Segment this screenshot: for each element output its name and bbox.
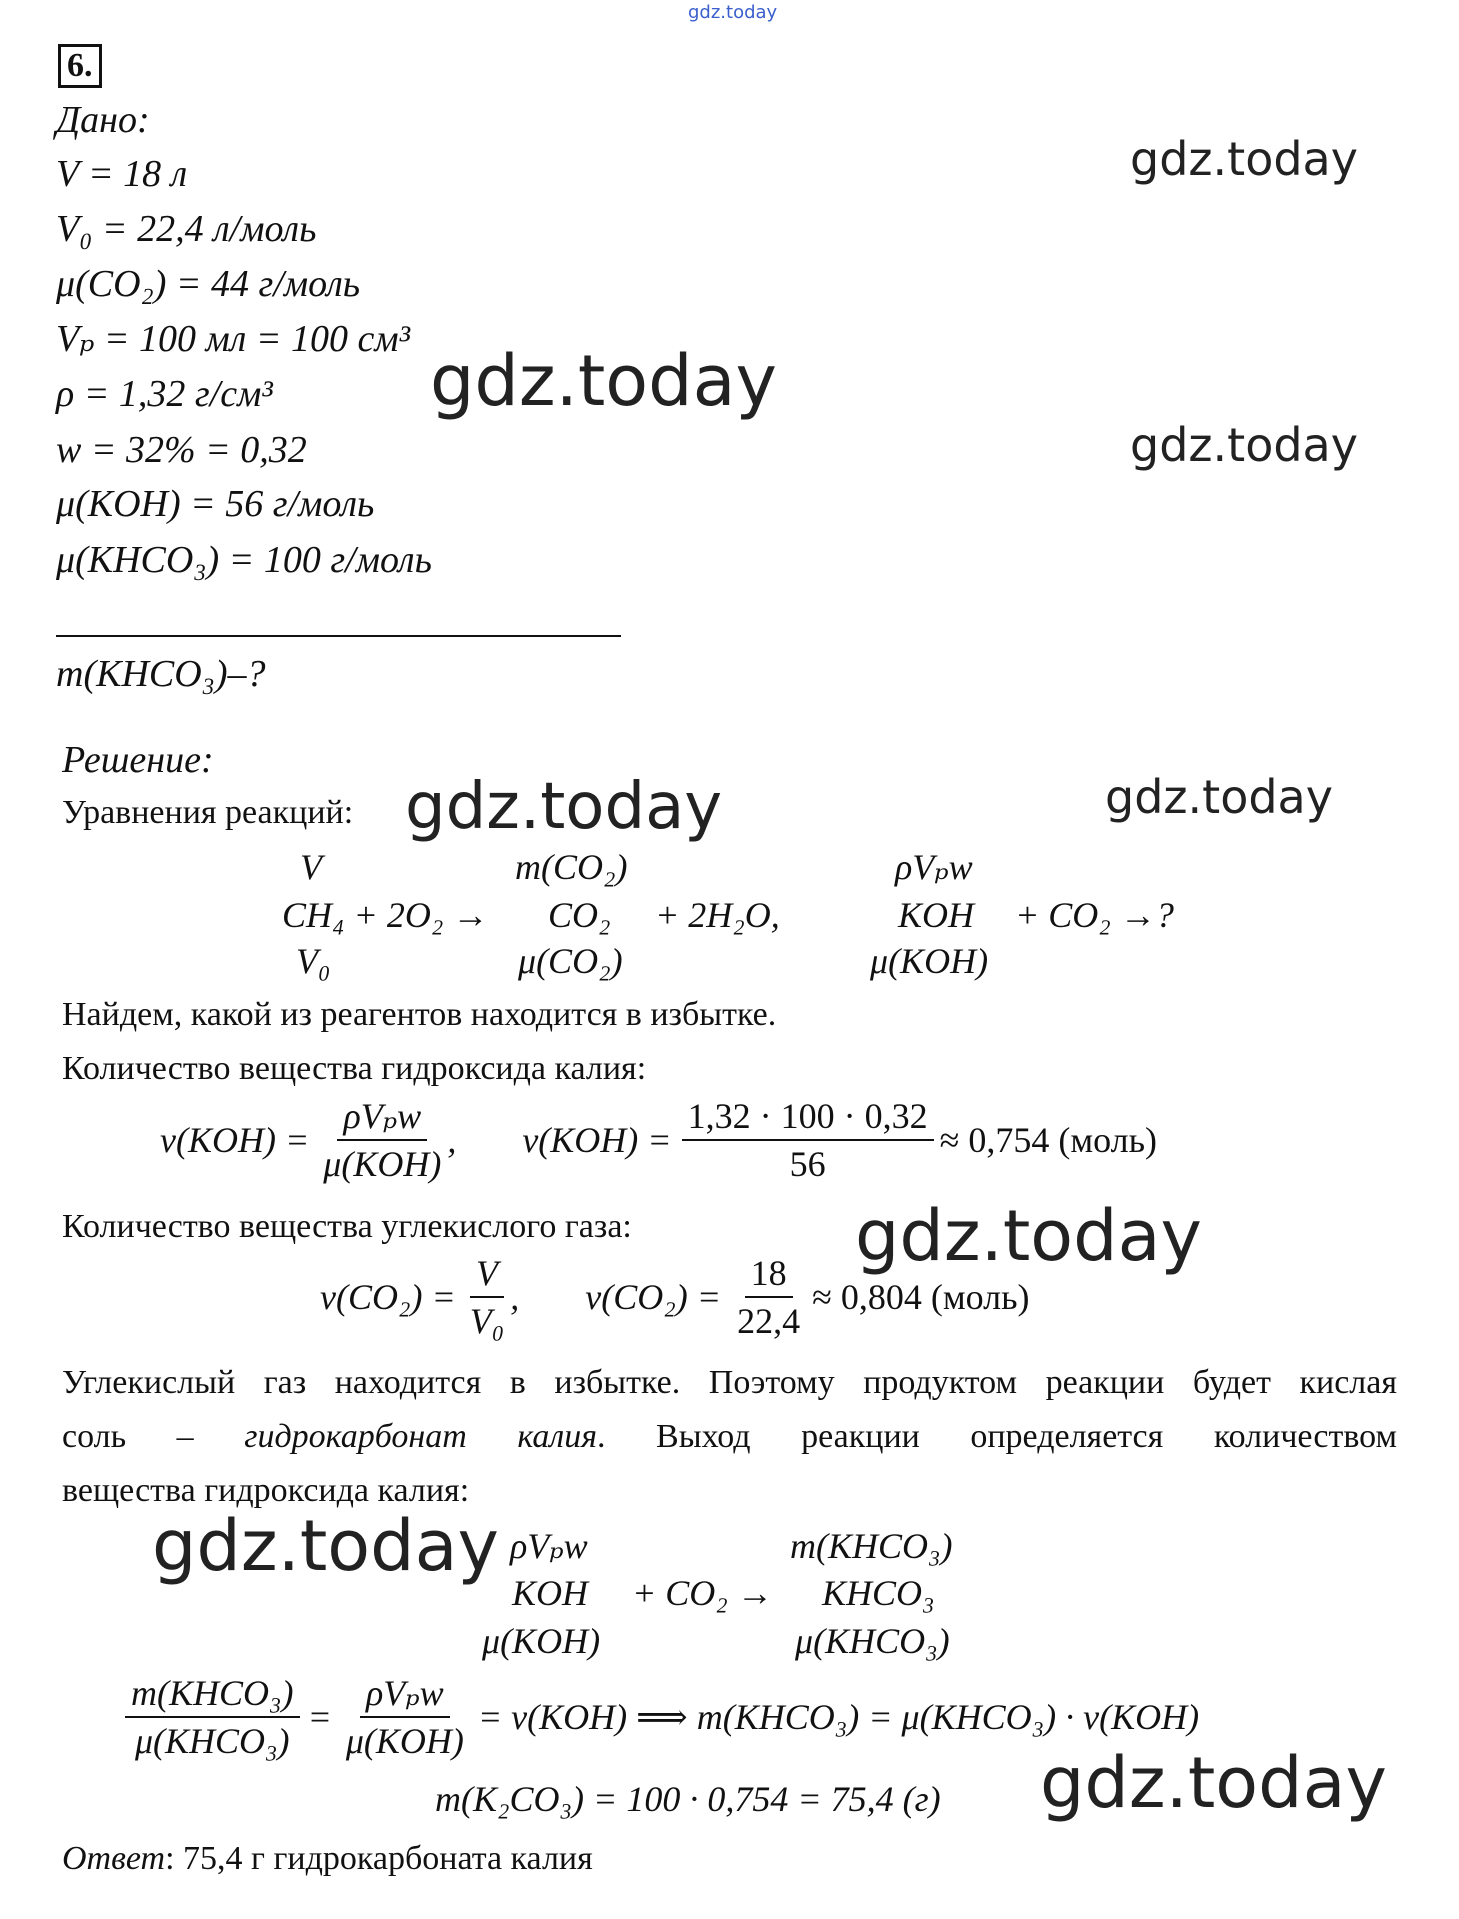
koh-label: Количество вещества гидроксида калия: xyxy=(62,1050,647,1087)
koh-den2: 56 xyxy=(789,1144,826,1184)
excess-text: Найдем, какой из реагентов находится в избытке. xyxy=(62,996,777,1033)
equations-label: Уравнения реакций: xyxy=(62,794,354,831)
reaction2-above: ρVₚw xyxy=(510,1526,588,1566)
co2-label: Количество вещества углекислого газа: xyxy=(62,1208,632,1245)
co2-comma: , xyxy=(510,1277,520,1317)
final-eq-sign: = xyxy=(307,1697,332,1737)
watermark-top: gdz.today xyxy=(688,2,778,23)
reaction1-above: ρVₚw xyxy=(895,847,973,887)
final-fraction2 xyxy=(340,1672,470,1762)
reaction2-term: KOH xyxy=(512,1573,589,1613)
final-equation xyxy=(125,1672,1199,1762)
answer-text: : 75,4 г гидрокарбоната калия xyxy=(165,1840,593,1877)
final-rest: = ν(KOH) ⟹ m(KHCO₃) = μ(KHCO₃) · ν(KOH) xyxy=(477,1697,1200,1737)
reaction1-term: + CO₂ →? xyxy=(1015,895,1174,935)
reaction2-below: μ(KOH) xyxy=(482,1621,601,1661)
watermark: gdz.today xyxy=(430,340,777,422)
reaction1-above: m(CO₂) xyxy=(515,847,628,887)
given-line: V₀ = 22,4 л/моль xyxy=(56,208,317,250)
answer-label: Ответ xyxy=(62,1840,166,1877)
find-line: m(KHCO₃)–? xyxy=(56,653,266,695)
koh-den: μ(KOH) xyxy=(323,1144,442,1184)
co2-den: V₀ xyxy=(469,1301,505,1341)
reaction2-below: μ(KHCO₃) xyxy=(795,1621,950,1661)
reaction2-above: m(KHCO₃) xyxy=(790,1526,953,1566)
co2-num: V xyxy=(470,1252,504,1298)
given-divider xyxy=(56,635,621,637)
reaction1-below: μ(KOH) xyxy=(870,941,989,981)
paragraph-line xyxy=(62,1418,1397,1456)
koh-fraction2 xyxy=(682,1095,934,1185)
given-line: μ(KHCO₃) = 100 г/моль xyxy=(56,539,432,581)
reaction1-below: V₀ xyxy=(296,941,331,981)
co2-lhs2: ν(CO₂) = xyxy=(585,1277,722,1317)
paragraph-line: вещества гидроксида калия: xyxy=(62,1472,470,1509)
co2-den2: 22,4 xyxy=(737,1301,801,1341)
koh-lhs2: ν(KOH) = xyxy=(522,1120,672,1160)
given-line: μ(CO₂) = 44 г/моль xyxy=(56,263,361,305)
watermark: gdz.today xyxy=(1130,418,1358,472)
final-den1: μ(KHCO₃) xyxy=(134,1721,290,1761)
reaction2-term: KHCO₃ xyxy=(822,1573,935,1613)
reaction2-term: + CO₂ → xyxy=(632,1573,773,1613)
final-den2: μ(KOH) xyxy=(345,1721,464,1761)
calc-line: m(K₂CO₃) = 100 · 0,754 = 75,4 (г) xyxy=(435,1779,941,1819)
co2-lhs: ν(CO₂) = xyxy=(320,1277,456,1317)
final-fraction1 xyxy=(125,1672,300,1762)
reaction1-term: + 2H₂O, xyxy=(655,895,780,935)
co2-formula xyxy=(320,1252,1030,1342)
given-line: w = 32% = 0,32 xyxy=(56,429,307,471)
koh-num2: 1,32 · 100 · 0,32 xyxy=(682,1095,934,1141)
paragraph-text: соль – xyxy=(62,1418,245,1455)
co2-fraction2 xyxy=(731,1252,806,1342)
watermark: gdz.today xyxy=(1040,1742,1387,1824)
answer-line xyxy=(62,1840,593,1878)
reaction1-below: μ(CO₂) xyxy=(518,941,623,981)
koh-lhs: ν(KOH) = xyxy=(160,1120,310,1160)
final-num2: ρVₚw xyxy=(360,1672,450,1718)
reaction1-term: KOH xyxy=(898,895,975,935)
watermark: gdz.today xyxy=(855,1195,1202,1277)
koh-formula xyxy=(160,1095,1157,1185)
paragraph-text: . Выход реакции определяется количеством xyxy=(597,1418,1398,1455)
koh-num: ρVₚw xyxy=(337,1095,427,1141)
given-line: Vₚ = 100 мл = 100 см³ xyxy=(56,318,411,360)
reaction1-term: CO₂ xyxy=(548,895,611,935)
koh-result: ≈ 0,754 (моль) xyxy=(939,1120,1158,1160)
given-line: μ(KOH) = 56 г/моль xyxy=(56,483,375,525)
watermark: gdz.today xyxy=(1105,770,1333,824)
co2-num2: 18 xyxy=(745,1252,793,1298)
final-num1: m(KHCO₃) xyxy=(125,1672,300,1718)
given-label: Дано: xyxy=(56,99,150,141)
problem-number: 6. xyxy=(58,44,102,88)
reaction1-term: CH₄ + 2O₂ → xyxy=(282,895,489,935)
watermark: gdz.today xyxy=(405,770,723,844)
given-line: ρ = 1,32 г/см³ xyxy=(56,373,273,415)
watermark: gdz.today xyxy=(152,1505,499,1587)
reaction1-above: V xyxy=(300,847,322,887)
koh-fraction xyxy=(317,1095,447,1185)
co2-result: ≈ 0,804 (моль) xyxy=(812,1277,1030,1317)
given-line: V = 18 л xyxy=(56,153,188,195)
paragraph-line: Углекислый газ находится в избытке. Поэтому продуктом реакции будет кислая xyxy=(62,1364,1397,1401)
koh-comma: , xyxy=(447,1120,457,1160)
co2-fraction xyxy=(464,1252,511,1342)
solution-label: Решение: xyxy=(62,739,214,781)
watermark: gdz.today xyxy=(1130,132,1358,186)
paragraph-italic: гидрокарбонат калия xyxy=(244,1418,598,1455)
